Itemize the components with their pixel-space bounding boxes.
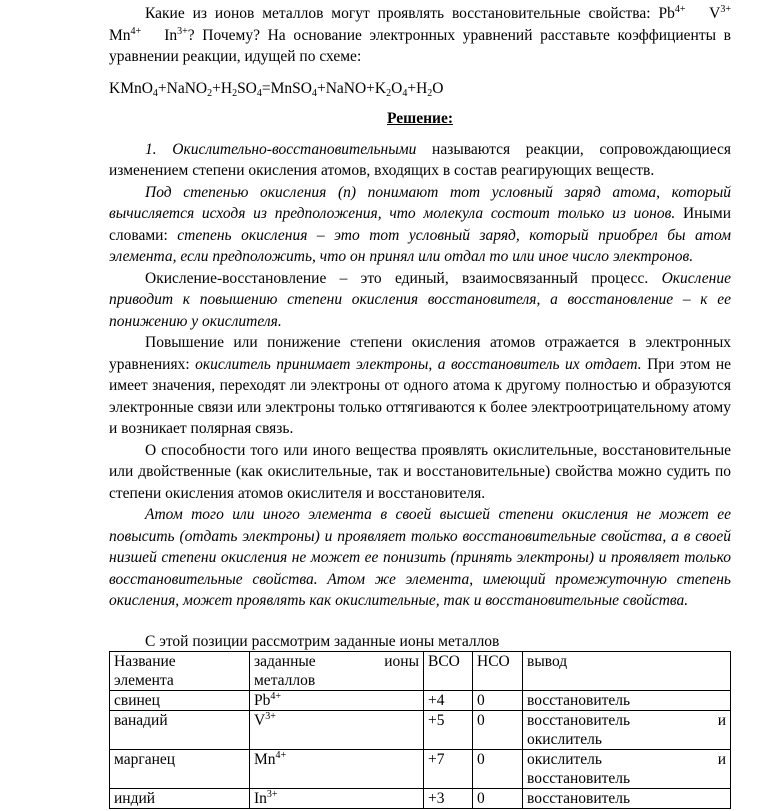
solution-heading: Решение: bbox=[386, 110, 453, 127]
table-row bbox=[110, 749, 731, 788]
header-vso: ВСО bbox=[424, 651, 473, 690]
cell-result: восстановитель bbox=[523, 690, 731, 710]
cell-ion: $Mn^{4+}$ bbox=[250, 749, 424, 788]
cell-vso: +4 bbox=[424, 690, 473, 710]
cell-ion: $In^{3+}$ bbox=[250, 788, 424, 808]
reaction-equation: $KMnO_4+NaNO_2+H_2SO_4=MnSO_4+NaNO+K_2O_4+H_2O$ bbox=[109, 79, 444, 99]
cell-vso: +3 bbox=[424, 788, 473, 808]
paragraph-properties: О способности того или иного вещества проявлять окислительные, восстановительные или двойственные (как окислительные, так и восстановительные) свойства можно судить по степени окисления атомов окислителя и восстановителя. bbox=[109, 441, 731, 502]
cell-vso: +7 bbox=[424, 749, 473, 788]
cell-nso: 0 bbox=[473, 749, 523, 788]
cell-result: восстановитель и окислитель bbox=[523, 710, 731, 749]
cell-nso: 0 bbox=[473, 788, 523, 808]
table-row bbox=[110, 788, 731, 808]
table-caption: С этой позиции рассмотрим заданные ионы металлов bbox=[145, 632, 500, 650]
cell-nso: 0 bbox=[473, 690, 523, 710]
table-header-row bbox=[110, 651, 731, 690]
document-page bbox=[109, 3, 731, 809]
task-text: Какие из ионов металлов могут проявлять восстановительные свойства: $Pb^{4+}$ $V^{3+}$ $Mn^{4+}$ $In^{3+}$? Почему? На основание электронных уравнений расставьте коэффициенты в уравнении реакции, идущей по схеме: bbox=[109, 4, 732, 65]
cell-vso: +5 bbox=[424, 710, 473, 749]
cell-element-name: ванадий bbox=[110, 710, 250, 749]
paragraph-highest-lowest: Атом того или иного элемента в своей высшей степени окисления не может ее повысить (отдать электроны) и проявляет только восстановительные свойства, а в своей низшей степени окисления не может ее понизить (принять электроны) и проявляет только восстановительные свойства. Атом же элемента, имеющий промежуточную степень окисления, может проявлять как окислительные, так и восстановительные свойства. bbox=[109, 506, 731, 609]
cell-result: окислитель и восстановитель bbox=[523, 749, 731, 788]
cell-ion: $Pb^{4+}$ bbox=[250, 690, 424, 710]
cell-element-name: марганец bbox=[110, 749, 250, 788]
header-result: вывод bbox=[523, 651, 731, 690]
ions-table bbox=[109, 651, 731, 809]
header-ions: заданные ионы металлов bbox=[250, 651, 424, 690]
cell-element-name: свинец bbox=[110, 690, 250, 710]
paragraph-redox-definition: 1. Окислительно-восстановительными называются реакции, сопровождающиеся изменением степени окисления атомов, входящих в состав реагирующих веществ. bbox=[109, 140, 731, 179]
header-element-name: Название элемента bbox=[110, 651, 250, 690]
cell-element-name: индий bbox=[110, 788, 250, 808]
cell-nso: 0 bbox=[473, 710, 523, 749]
cell-result: восстановитель bbox=[523, 788, 731, 808]
paragraph-oxidation-state: Под степенью окисления (n) понимают тот условный заряд атома, который вычисляется исходя из предположения, что молекула состоит только из ионов. Иными словами: степень окисления – это тот условный заряд, который приобрел бы атом элемента, если предположить, что он принял или отдал то или иное число электронов. bbox=[109, 183, 731, 265]
header-nso: НСО bbox=[473, 651, 523, 690]
paragraph-electron-equations: Повышение или понижение степени окисления атомов отражается в электронных уравнениях: окислитель принимает электроны, а восстановитель их отдает. При этом не имеет значения, переходят ли электроны от одного атома к другому полностью и образуются электронные связи или электроны только оттягиваются к более электроотрицательному атому и возникает полярная связь. bbox=[109, 334, 731, 437]
table-row bbox=[110, 710, 731, 749]
table-row bbox=[110, 690, 731, 710]
cell-ion: $V^{3+}$ bbox=[250, 710, 424, 749]
paragraph-redox-process: Окисление-восстановление – это единый, взаимосвязанный процесс. Окисление приводит к повышению степени окисления восстановителя, а восстановление – к ее понижению у окислителя. bbox=[109, 269, 731, 330]
